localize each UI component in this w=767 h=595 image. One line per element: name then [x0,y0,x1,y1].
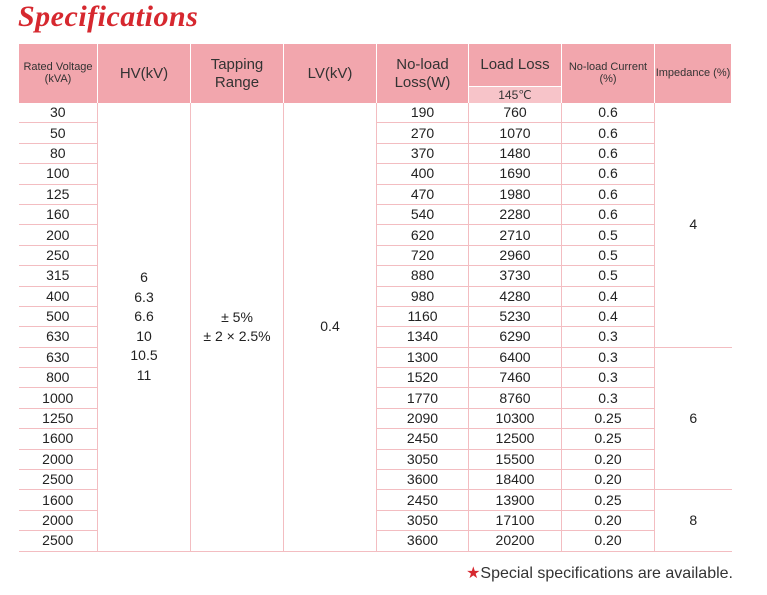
cell-load-loss: 2710 [469,225,562,245]
cell-load-loss: 17100 [469,510,562,530]
cell-no-load-loss: 540 [377,204,469,224]
cell-load-loss: 1070 [469,123,562,143]
cell-no-load-current: 0.25 [562,408,655,428]
cell-no-load-current: 0.6 [562,123,655,143]
cell-no-load-current: 0.4 [562,306,655,326]
header-tapping-range: Tapping Range [191,44,284,103]
cell-no-load-current: 0.3 [562,388,655,408]
cell-no-load-loss: 470 [377,184,469,204]
cell-no-load-loss: 880 [377,266,469,286]
cell-no-load-current: 0.25 [562,490,655,510]
hv-value: 10.5 [130,347,158,364]
cell-no-load-current: 0.5 [562,266,655,286]
cell-no-load-current: 0.6 [562,103,655,123]
cell-no-load-loss: 270 [377,123,469,143]
cell-load-loss: 1480 [469,143,562,163]
cell-no-load-loss: 3600 [377,470,469,490]
header-load-loss [469,44,562,103]
cell-load-loss: 20200 [469,531,562,551]
cell-no-load-current: 0.20 [562,510,655,530]
hv-value: 6.6 [134,308,154,325]
cell-no-load-loss: 3050 [377,510,469,530]
cell-load-loss: 760 [469,103,562,123]
cell-load-loss: 1980 [469,184,562,204]
cell-rated-voltage: 2500 [19,470,98,490]
cell-load-loss: 2960 [469,245,562,265]
cell-load-loss: 3730 [469,266,562,286]
cell-no-load-loss: 1300 [377,347,469,367]
cell-no-load-current: 0.3 [562,327,655,347]
cell-rated-voltage: 400 [19,286,98,306]
specifications-table [18,44,732,552]
footnote [466,563,733,583]
hv-value: 6 [140,269,148,286]
cell-no-load-loss: 980 [377,286,469,306]
header-rated-voltage: Rated Voltage (kVA) [19,44,98,103]
cell-rated-voltage: 200 [19,225,98,245]
hv-value: 11 [136,366,152,383]
cell-load-loss: 10300 [469,408,562,428]
cell-rated-voltage: 2000 [19,449,98,469]
header-load-loss-temp: 145℃ [469,86,561,103]
cell-rated-voltage: 160 [19,204,98,224]
cell-no-load-current: 0.6 [562,184,655,204]
table-body [19,103,732,551]
cell-impedance: 8 [655,490,732,551]
cell-load-loss: 12500 [469,429,562,449]
cell-impedance: 6 [655,347,732,490]
cell-no-load-loss: 2450 [377,490,469,510]
cell-no-load-current: 0.5 [562,225,655,245]
footnote-text: Special specifications are available. [480,565,733,582]
cell-no-load-loss: 1340 [377,327,469,347]
cell-load-loss: 6400 [469,347,562,367]
tapping-line-1: ± 5% [221,308,253,325]
cell-rated-voltage: 250 [19,245,98,265]
header-impedance: Impedance (%) [655,44,732,103]
cell-no-load-loss: 2450 [377,429,469,449]
cell-no-load-loss: 2090 [377,408,469,428]
cell-load-loss: 4280 [469,286,562,306]
cell-no-load-current: 0.20 [562,470,655,490]
hv-value: 10 [136,327,152,344]
cell-rated-voltage: 1600 [19,429,98,449]
table-header-row [19,44,732,103]
cell-no-load-loss: 720 [377,245,469,265]
page-title: Specifications [18,0,199,33]
cell-no-load-loss: 3050 [377,449,469,469]
cell-no-load-current: 0.5 [562,245,655,265]
cell-rated-voltage: 800 [19,368,98,388]
cell-rated-voltage: 80 [19,143,98,163]
header-hv: HV(kV) [98,44,191,103]
cell-load-loss: 7460 [469,368,562,388]
header-no-load-loss: No-load Loss(W) [377,44,469,103]
cell-no-load-loss: 3600 [377,531,469,551]
cell-no-load-current: 0.6 [562,143,655,163]
tapping-line-2: ± 2 × 2.5% [203,327,271,344]
cell-no-load-current: 0.20 [562,449,655,469]
cell-no-load-loss: 400 [377,164,469,184]
cell-lv: 0.4 [284,103,377,551]
header-load-loss-label: Load Loss [480,56,550,73]
cell-load-loss: 6290 [469,327,562,347]
cell-rated-voltage: 630 [19,327,98,347]
hv-value: 6.3 [134,288,154,305]
cell-rated-voltage: 315 [19,266,98,286]
cell-no-load-current: 0.25 [562,429,655,449]
cell-rated-voltage: 125 [19,184,98,204]
cell-no-load-loss: 620 [377,225,469,245]
cell-rated-voltage: 100 [19,164,98,184]
cell-no-load-current: 0.4 [562,286,655,306]
cell-rated-voltage: 2000 [19,510,98,530]
cell-load-loss: 8760 [469,388,562,408]
cell-no-load-current: 0.3 [562,368,655,388]
cell-rated-voltage: 1000 [19,388,98,408]
cell-load-loss: 1690 [469,164,562,184]
cell-load-loss: 5230 [469,306,562,326]
cell-rated-voltage: 2500 [19,531,98,551]
cell-load-loss: 18400 [469,470,562,490]
cell-no-load-loss: 370 [377,143,469,163]
cell-rated-voltage: 1250 [19,408,98,428]
cell-no-load-current: 0.6 [562,204,655,224]
cell-tapping-range [191,103,284,551]
cell-load-loss: 15500 [469,449,562,469]
cell-hv-values [98,103,191,551]
cell-no-load-loss: 190 [377,103,469,123]
cell-rated-voltage: 1600 [19,490,98,510]
cell-no-load-loss: 1520 [377,368,469,388]
cell-rated-voltage: 50 [19,123,98,143]
header-no-load-current: No-load Current (%) [562,44,655,103]
cell-no-load-current: 0.20 [562,531,655,551]
cell-load-loss: 13900 [469,490,562,510]
table-row [19,103,732,123]
cell-no-load-current: 0.3 [562,347,655,367]
cell-rated-voltage: 30 [19,103,98,123]
cell-no-load-current: 0.6 [562,164,655,184]
star-icon: ★ [466,565,481,582]
cell-load-loss: 2280 [469,204,562,224]
cell-impedance: 4 [655,103,732,347]
cell-rated-voltage: 500 [19,306,98,326]
header-lv: LV(kV) [284,44,377,103]
cell-no-load-loss: 1160 [377,306,469,326]
cell-rated-voltage: 630 [19,347,98,367]
cell-no-load-loss: 1770 [377,388,469,408]
